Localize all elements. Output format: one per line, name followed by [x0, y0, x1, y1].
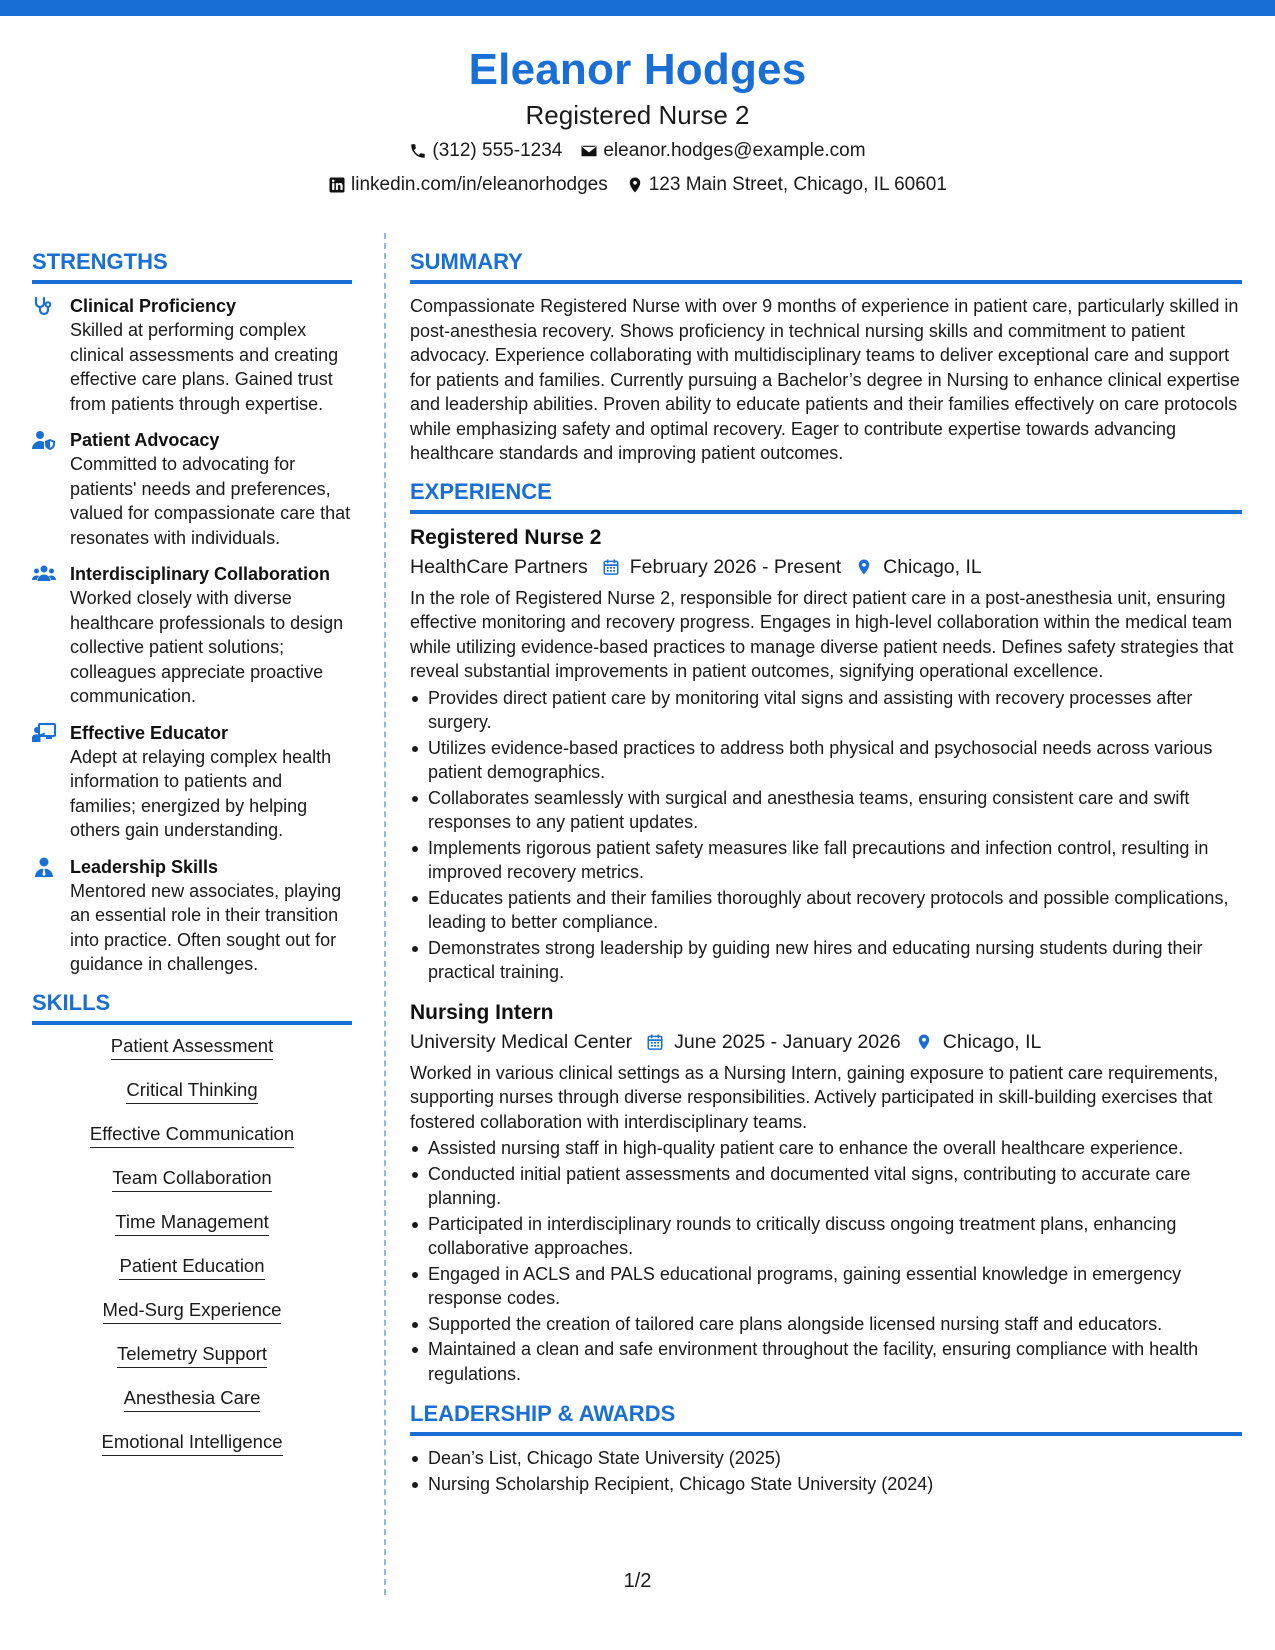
- contact-address: [626, 170, 947, 200]
- experience-section: [410, 478, 1242, 1387]
- strength-item: [32, 562, 352, 709]
- column-divider: [384, 233, 386, 1595]
- skill-label: Time Management: [115, 1211, 269, 1236]
- skill-item: [32, 1211, 352, 1236]
- strength-desc: Skilled at performing complex clinical assessments and creating effective care plans. Gained trust from patients through expertise.: [70, 320, 339, 414]
- awards-section: [410, 1400, 1242, 1496]
- summary-text: Compassionate Registered Nurse with over 9 months of experience in patient care, particularly skilled in post-anesthesia recovery. Shows proficiency in technical nursing skills and commitment to patient advocacy. Experience collaborating with multidisciplinary teams to deliver exceptional care and support for patients and families. Currently pursuing a Bachelor’s degree in Nursing to enhance clinical expertise and leadership abilities. Proven ability to educate patients and their families effectively on care protocols while emphasizing safety and optimal recovery. Eager to contribute expertise towards advancing healthcare standards and improving patient outcomes.: [410, 296, 1240, 463]
- contact-line-2: [0, 170, 1275, 200]
- strength-item: [32, 855, 352, 977]
- calendar-icon: [602, 558, 620, 576]
- skill-label: Emotional Intelligence: [102, 1431, 283, 1456]
- job-bullet: Collaborates seamlessly with surgical and anesthesia teams, ensuring consistent care and swift responses to any patient updates.: [410, 786, 1242, 835]
- job-meta: [410, 1027, 1242, 1057]
- job-bullet: Assisted nursing staff in high-quality patient care to enhance the overall healthcare experience.: [410, 1136, 1242, 1161]
- job-description: In the role of Registered Nurse 2, responsible for direct patient care in a post-anesthesia unit, ensuring effective monitoring and recovery progress. Engages in high-level collaboration within the medical team while utilizing evidence-based practices to manage diverse patient needs. Defines safety strategies that reveal substantial improvements in patient outcomes, signifying operational excellence.: [410, 587, 1234, 681]
- skill-label: Med-Surg Experience: [103, 1299, 282, 1324]
- job-dates: June 2025 - January 2026: [674, 1030, 901, 1053]
- candidate-role: Registered Nurse 2: [525, 100, 750, 130]
- stethoscope-icon: [32, 294, 70, 316]
- strength-desc: Worked closely with diverse healthcare professionals to design collective patient solutions; colleagues appreciate proactive communication.: [70, 588, 344, 706]
- awards-list: [410, 1446, 1242, 1496]
- skills-section: [32, 989, 352, 1456]
- job-meta: [410, 552, 1242, 582]
- skill-label: Patient Assessment: [111, 1035, 273, 1060]
- strength-item: [32, 428, 352, 550]
- strength-title: Leadership Skills: [70, 856, 219, 877]
- awards-title: LEADERSHIP & AWARDS: [410, 1400, 1242, 1436]
- strengths-title: STRENGTHS: [32, 248, 352, 284]
- job-entry: [410, 524, 1242, 985]
- page-number: 1/2: [623, 1570, 652, 1592]
- job-bullet: Conducted initial patient assessments and documented vital signs, contributing to accurate care planning.: [410, 1162, 1242, 1211]
- summary-title: SUMMARY: [410, 248, 1242, 284]
- skill-label: Telemetry Support: [117, 1343, 267, 1368]
- contact-email[interactable]: [580, 136, 865, 166]
- award-item: Nursing Scholarship Recipient, Chicago State University (2024): [410, 1472, 1242, 1497]
- user-tie-icon: [32, 855, 70, 877]
- envelope-icon: [580, 142, 598, 160]
- strength-desc: Mentored new associates, playing an essential role in their transition into practice. Often sought out for guidance in challenges.: [70, 880, 342, 974]
- contact-phone: [409, 136, 562, 166]
- job-bullet: Utilizes evidence-based practices to address both physical and psychosocial needs across various patient demographics.: [410, 736, 1242, 785]
- experience-title: EXPERIENCE: [410, 478, 1242, 514]
- job-bullets: [410, 686, 1242, 985]
- job-bullet: Implements rigorous patient safety measures like fall precautions and infection control, resulting in improved recovery metrics.: [410, 836, 1242, 885]
- skill-label: Critical Thinking: [126, 1079, 257, 1104]
- skill-item: [32, 1167, 352, 1192]
- strength-title: Patient Advocacy: [70, 430, 220, 450]
- skill-label: Anesthesia Care: [124, 1387, 261, 1412]
- job-bullet: Participated in interdisciplinary rounds to critically discuss ongoing treatment plans, enhancing collaborative approaches.: [410, 1212, 1242, 1261]
- calendar-icon: [646, 1033, 664, 1051]
- job-location: Chicago, IL: [883, 555, 982, 578]
- summary-section: [410, 248, 1242, 466]
- job-title: Nursing Intern: [410, 1000, 554, 1024]
- job-bullet: Provides direct patient care by monitoring vital signs and assisting with recovery processes after surgery.: [410, 686, 1242, 735]
- strength-title: Interdisciplinary Collaboration: [70, 564, 331, 584]
- skill-item: [32, 1299, 352, 1324]
- user-shield-icon: [32, 428, 70, 450]
- strength-title: Effective Educator: [70, 722, 229, 743]
- linkedin-text: linkedin.com/in/eleanorhodges: [351, 174, 608, 195]
- linkedin-icon: [328, 176, 346, 194]
- job-company: HealthCare Partners: [410, 555, 588, 578]
- job-bullet: Engaged in ACLS and PALS educational programs, gaining essential knowledge in emergency response codes.: [410, 1262, 1242, 1311]
- job-bullet: Demonstrates strong leadership by guiding new hires and educating nursing students during their practical training.: [410, 936, 1242, 985]
- skill-item: [32, 1079, 352, 1104]
- phone-text: (312) 555-1234: [432, 140, 563, 161]
- job-entry: [410, 999, 1242, 1387]
- skills-list: [32, 1035, 352, 1456]
- skill-item: [32, 1123, 352, 1148]
- candidate-name: Eleanor Hodges: [468, 45, 807, 94]
- strength-desc: Adept at relaying complex health information to patients and families; energized by helping others gain understanding.: [70, 746, 332, 840]
- job-bullet: Educates patients and their families thoroughly about recovery protocols and possible complications, leading to better compliance.: [410, 886, 1242, 935]
- strength-title: Clinical Proficiency: [70, 296, 237, 316]
- strength-item: [32, 721, 352, 843]
- map-marker-icon: [626, 176, 644, 194]
- strength-item: [32, 294, 352, 416]
- chalkboard-teacher-icon: [32, 721, 70, 743]
- strengths-section: [32, 248, 352, 977]
- email-text: eleanor.hodges@example.com: [603, 140, 866, 161]
- map-marker-icon: [915, 1033, 933, 1051]
- skill-item: [32, 1255, 352, 1280]
- job-bullet: Maintained a clean and safe environment throughout the facility, ensuring compliance with health regulations.: [410, 1337, 1242, 1386]
- map-marker-icon: [855, 558, 873, 576]
- contact-line-1: [0, 136, 1275, 166]
- right-column: [410, 248, 1242, 1497]
- job-bullet: Supported the creation of tailored care plans alongside licensed nursing staff and educators.: [410, 1312, 1242, 1337]
- resume-header: [0, 42, 1275, 200]
- top-accent-bar: [0, 0, 1275, 16]
- job-dates: February 2026 - Present: [629, 555, 842, 578]
- award-item: Dean’s List, Chicago State University (2025): [410, 1446, 1242, 1471]
- users-icon: [32, 562, 70, 584]
- job-description: Worked in various clinical settings as a Nursing Intern, gaining exposure to patient care requirements, supporting nurses through diverse responsibilities. Actively participated in skill-building exercises that fostered collaboration with interdisciplinary teams.: [410, 1062, 1219, 1132]
- job-location: Chicago, IL: [942, 1030, 1042, 1053]
- skill-label: Effective Communication: [90, 1123, 294, 1148]
- left-column: [32, 248, 352, 1475]
- skills-title: SKILLS: [32, 989, 352, 1025]
- contact-linkedin[interactable]: [328, 170, 608, 200]
- job-bullets: [410, 1136, 1242, 1386]
- address-text: 123 Main Street, Chicago, IL 60601: [648, 174, 947, 195]
- phone-icon: [409, 142, 427, 160]
- skill-item: [32, 1387, 352, 1412]
- skill-item: [32, 1431, 352, 1456]
- strength-desc: Committed to advocating for patients' needs and preferences, valued for compassionate care that resonates with individuals.: [70, 454, 351, 548]
- skill-item: [32, 1035, 352, 1060]
- job-title: Registered Nurse 2: [410, 525, 602, 549]
- skill-label: Patient Education: [119, 1255, 264, 1280]
- job-company: University Medical Center: [410, 1030, 633, 1053]
- skill-item: [32, 1343, 352, 1368]
- skill-label: Team Collaboration: [112, 1167, 271, 1192]
